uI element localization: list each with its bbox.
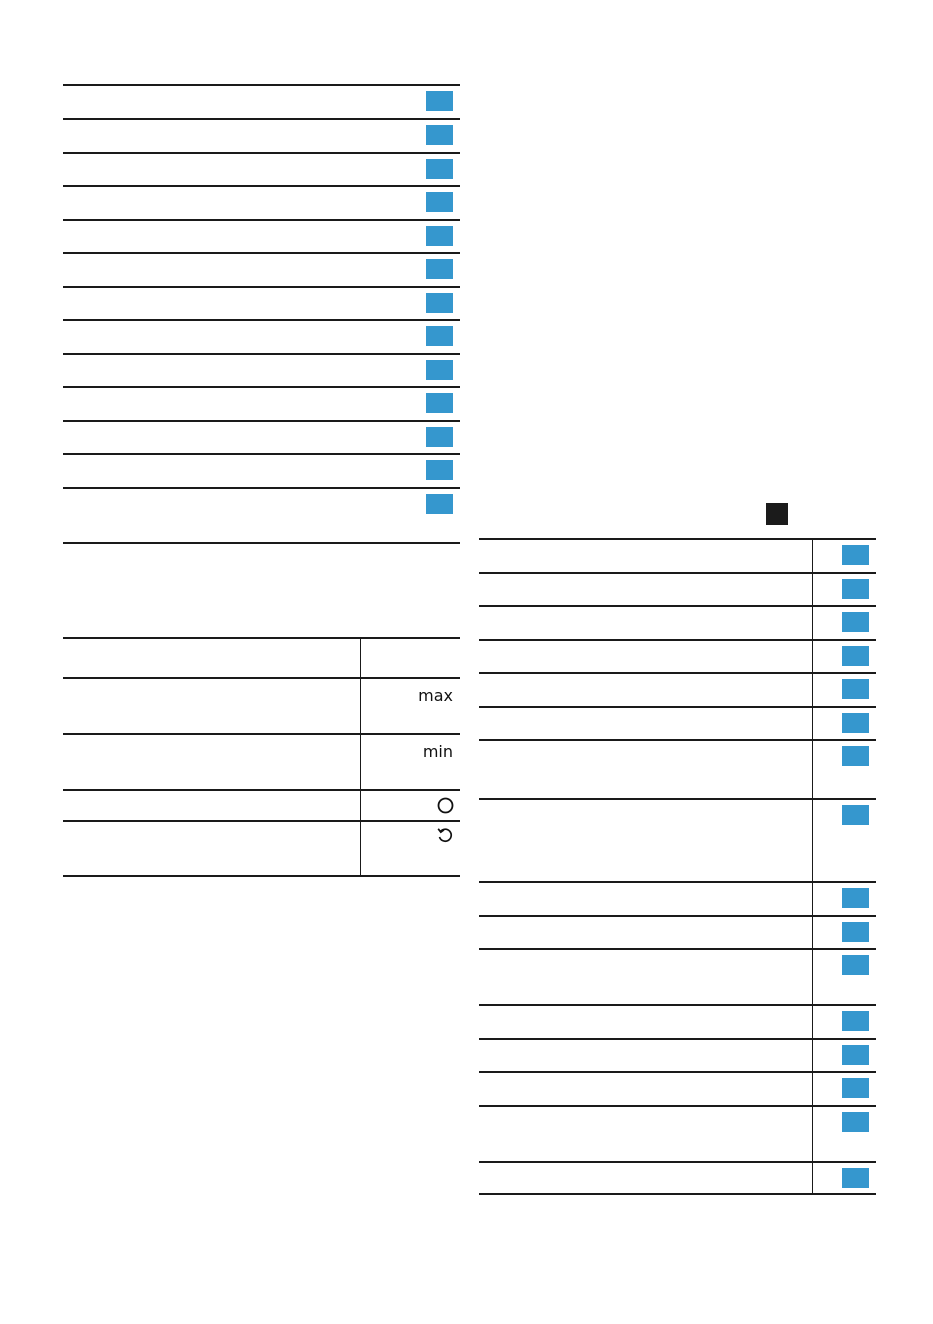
color-swatch	[842, 713, 869, 733]
color-swatch	[842, 1045, 869, 1065]
column-divider	[360, 637, 361, 877]
table-row	[479, 672, 876, 706]
color-swatch	[426, 192, 453, 212]
table-row	[479, 572, 876, 605]
color-swatch	[842, 1168, 869, 1188]
color-swatch	[426, 360, 453, 380]
color-swatch	[426, 494, 453, 514]
table-row	[63, 420, 460, 453]
color-swatch	[426, 326, 453, 346]
table-row	[479, 538, 876, 572]
table-row	[479, 1071, 876, 1105]
min-label: min	[422, 742, 453, 761]
table-row	[479, 739, 876, 798]
color-swatch	[842, 746, 869, 766]
rotate-arrow-icon	[436, 826, 454, 849]
column-divider	[812, 538, 813, 1195]
color-swatch	[426, 293, 453, 313]
black-square-icon	[766, 503, 788, 525]
table-row	[479, 798, 876, 881]
color-swatch	[426, 460, 453, 480]
color-swatch	[842, 646, 869, 666]
table-row	[479, 1038, 876, 1071]
color-swatch	[842, 679, 869, 699]
table-row	[63, 185, 460, 219]
max-label: max	[418, 686, 453, 705]
color-swatch	[842, 805, 869, 825]
table-row	[63, 152, 460, 185]
table-row	[479, 1161, 876, 1195]
color-swatch	[842, 545, 869, 565]
table-row	[479, 881, 876, 915]
table-row	[63, 319, 460, 353]
table-row	[479, 605, 876, 639]
table-row	[479, 1105, 876, 1161]
color-swatch	[426, 226, 453, 246]
color-swatch	[842, 612, 869, 632]
table-row	[479, 706, 876, 739]
table-row	[479, 1004, 876, 1038]
table-row	[63, 252, 460, 286]
table-row	[63, 453, 460, 487]
table-row	[479, 915, 876, 948]
table-row	[63, 84, 460, 118]
color-swatch	[426, 427, 453, 447]
table-row	[63, 353, 460, 386]
symbol-row-max	[63, 677, 460, 733]
table-row	[63, 487, 460, 544]
color-swatch	[426, 393, 453, 413]
color-swatch	[842, 955, 869, 975]
color-swatch	[426, 125, 453, 145]
table-row	[479, 639, 876, 672]
color-swatch	[426, 91, 453, 111]
table-row	[479, 948, 876, 1004]
table-row	[63, 118, 460, 152]
color-swatch	[842, 579, 869, 599]
color-swatch	[842, 1078, 869, 1098]
color-swatch	[842, 1011, 869, 1031]
symbol-row-repeat	[63, 820, 460, 877]
color-swatch	[426, 159, 453, 179]
color-swatch	[842, 922, 869, 942]
color-swatch	[842, 888, 869, 908]
color-swatch	[842, 1112, 869, 1132]
symbol-table-header	[63, 637, 460, 677]
color-swatch	[426, 259, 453, 279]
symbol-row-off	[63, 789, 460, 820]
symbol-row-min	[63, 733, 460, 789]
table-row	[63, 219, 460, 252]
table-row	[63, 286, 460, 319]
circle-icon	[437, 797, 454, 819]
table-row	[63, 386, 460, 420]
